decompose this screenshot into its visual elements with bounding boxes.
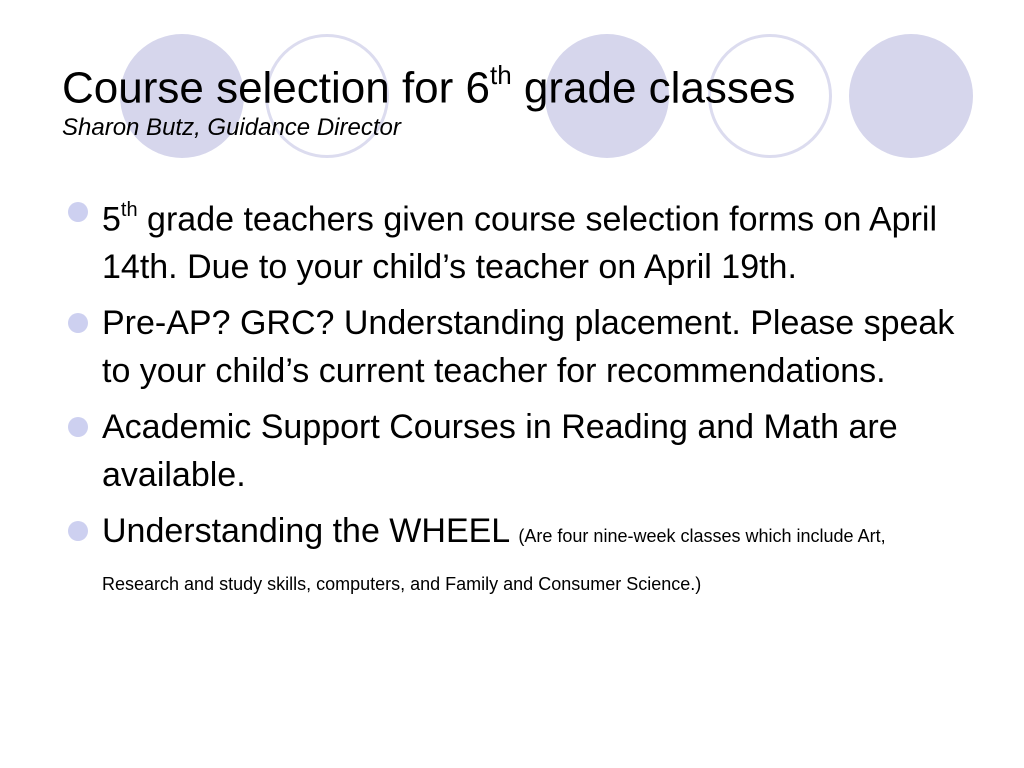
- bullet-text: Academic Support Courses in Reading and Math are available.: [102, 408, 898, 495]
- bullet-superscript: th: [120, 199, 138, 221]
- bullet-text: Understanding the WHEEL: [102, 512, 519, 551]
- title-superscript: th: [490, 60, 512, 91]
- bullet-dot-icon: [68, 417, 88, 437]
- bullet-dot-icon: [68, 202, 88, 222]
- title-text: Course selection for 6: [62, 63, 490, 113]
- bullet-list: [62, 188, 962, 611]
- bullet-dot-icon: [68, 313, 88, 333]
- slide-title: [62, 50, 982, 117]
- bullet-item: [62, 299, 962, 395]
- title-block: [62, 50, 982, 143]
- title-text-end: grade classes: [511, 63, 796, 113]
- bullet-item: [62, 188, 962, 291]
- bullet-text: grade teachers given course selection forms on April 14th. Due to your child’s teacher on April 19th.: [102, 200, 938, 287]
- bullet-item: [62, 507, 962, 603]
- bullet-text: Pre-AP? GRC? Understanding placement. Please speak to your child’s current teacher for recommendations.: [102, 304, 955, 391]
- bullet-note: (Are four nine-week classes which include Art, Research and study skills, computers, and Family and Consumer Science.): [102, 526, 886, 595]
- bullet-text: 5: [102, 200, 121, 239]
- bullet-item: [62, 403, 962, 499]
- slide-subtitle: Sharon Butz, Guidance Director: [62, 113, 401, 141]
- bullet-dot-icon: [68, 521, 88, 541]
